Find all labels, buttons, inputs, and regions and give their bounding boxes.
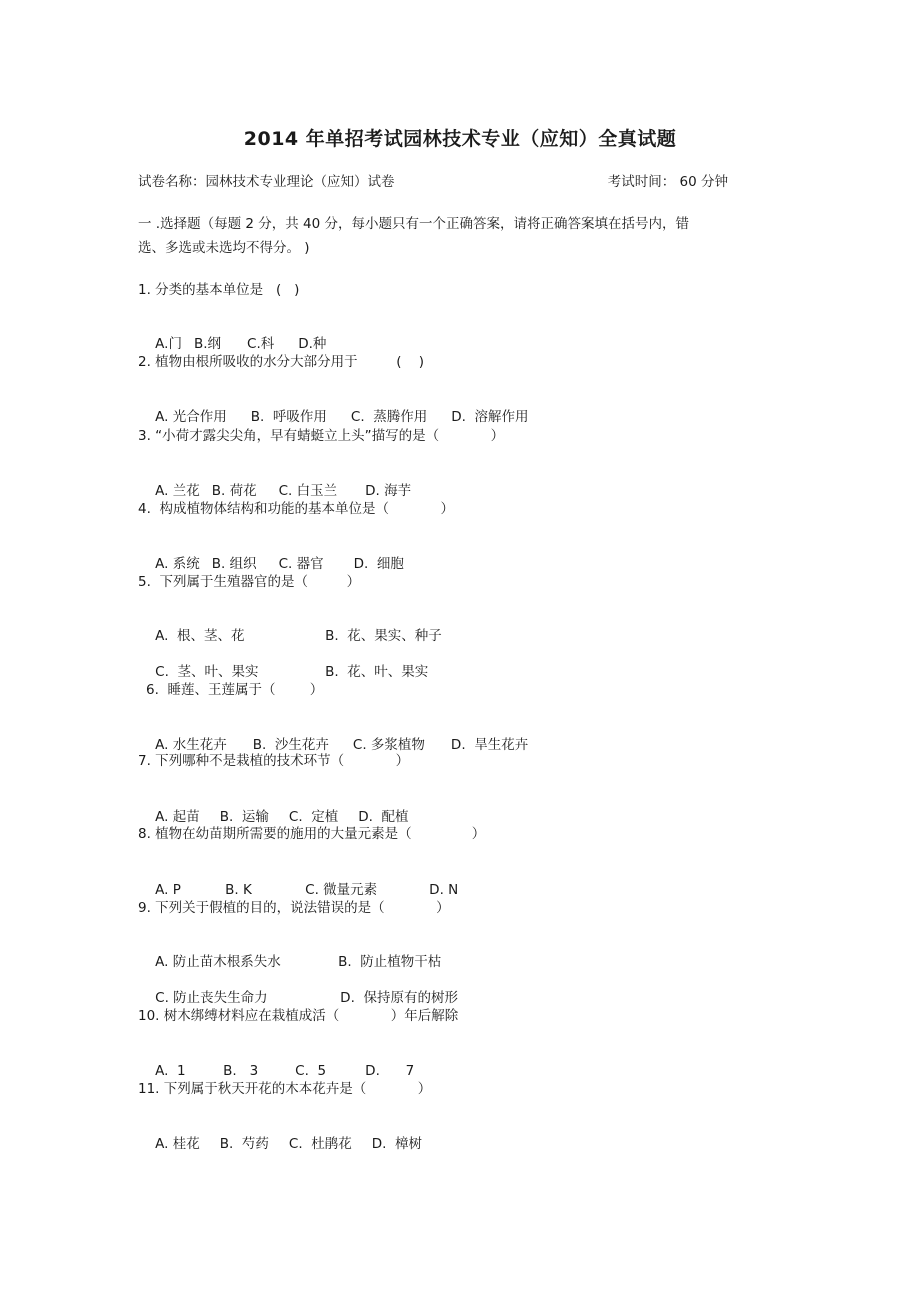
option: A. 桂花: [155, 1136, 200, 1152]
option: C. 茎、叶、果实: [155, 664, 259, 680]
option: B. 花、叶、果实: [325, 664, 429, 680]
option: C. 蒸腾作用: [350, 409, 428, 425]
question-stem: 8. 植物在幼苗期所需要的施用的大量元素是（ ）: [138, 826, 486, 842]
option: D.种: [298, 336, 327, 352]
question-stem: 2. 植物由根所吸收的水分大部分用于 ( ): [138, 354, 424, 370]
option: C. 多浆植物: [352, 737, 425, 753]
instructions-line-2: 选、多选或未选均不得分。 ): [138, 240, 310, 256]
option: B. 芍药: [219, 1136, 269, 1152]
option: B.纲: [193, 336, 222, 352]
option: B. 呼吸作用: [250, 409, 327, 425]
option: C. 白玉兰: [278, 483, 338, 499]
option: A. 1: [155, 1063, 186, 1079]
option: B. 花、果实、种子: [325, 628, 442, 644]
instructions-line-1: 一 .选择题（每题 2 分，共 40 分，每小题只有一个正确答案，请将正确答案填在括号内，错: [138, 216, 690, 232]
option: C. 杜鹃花: [288, 1136, 352, 1152]
paper-name: 试卷名称：园林技术专业理论（应知）试卷: [138, 174, 395, 190]
question-stem: 10. 树木绑缚材料应在栽植成活（ ）年后解除: [138, 1008, 459, 1024]
exam-meta: [138, 170, 728, 190]
question-stem: 6. 睡莲、王莲属于（ ）: [146, 682, 324, 698]
section-instructions: [138, 212, 730, 260]
option: D. 配植: [358, 809, 409, 825]
question-stem: 4. 构成植物体结构和功能的基本单位是（ ）: [138, 501, 454, 517]
option: C. 定植: [288, 809, 339, 825]
question-stem: 1. 分类的基本单位是 ( ): [138, 282, 300, 298]
option: A. 光合作用: [155, 409, 227, 425]
option: D. 溶解作用: [451, 409, 529, 425]
option: A. 根、茎、花: [155, 628, 245, 644]
option: D. 海芋: [365, 483, 412, 499]
option: D. 旱生花卉: [450, 737, 529, 753]
exam-time: 考试时间： 60 分钟: [607, 174, 728, 190]
option: B. 3: [223, 1063, 259, 1079]
option: A. 系统: [155, 556, 200, 572]
option: C. 5: [295, 1063, 327, 1079]
question-options: [138, 1117, 422, 1171]
option: D. 细胞: [353, 556, 404, 572]
option: C. 防止丧失生命力: [155, 990, 268, 1006]
option: A.门: [155, 336, 182, 352]
option: B. 荷花: [211, 483, 257, 499]
option: A. P: [155, 882, 181, 898]
page-title: 2014 年单招考试园林技术专业（应知）全真试题: [243, 128, 677, 150]
question-stem: 3. “小荷才露尖尖角，早有蜻蜓立上头”描写的是（ ）: [138, 428, 505, 444]
option: C. 器官: [278, 556, 324, 572]
option: D. 7: [365, 1063, 415, 1079]
option: D. 樟树: [371, 1136, 422, 1152]
option: D. 保持原有的树形: [340, 990, 458, 1006]
question-stem: 9. 下列关于假植的目的，说法错误的是（ ）: [138, 900, 450, 916]
option: A. 兰花: [155, 483, 200, 499]
option: B. 防止植物干枯: [338, 954, 442, 970]
option: D. N: [429, 882, 459, 898]
option: B. 沙生花卉: [252, 737, 329, 753]
option: A. 起苗: [155, 809, 200, 825]
option: C.科: [247, 336, 275, 352]
question-stem: 5. 下列属于生殖器官的是（ ）: [138, 574, 361, 590]
option: C. 微量元素: [305, 882, 378, 898]
question-stem: 11. 下列属于秋天开花的木本花卉是（ ）: [138, 1081, 432, 1097]
question-stem: 7. 下列哪种不是栽植的技术环节（ ）: [138, 753, 410, 769]
option: B. 运输: [219, 809, 269, 825]
option: A. 水生花卉: [155, 737, 227, 753]
option: B. K: [225, 882, 252, 898]
option: B. 组织: [211, 556, 257, 572]
option: A. 防止苗木根系失水: [155, 954, 281, 970]
